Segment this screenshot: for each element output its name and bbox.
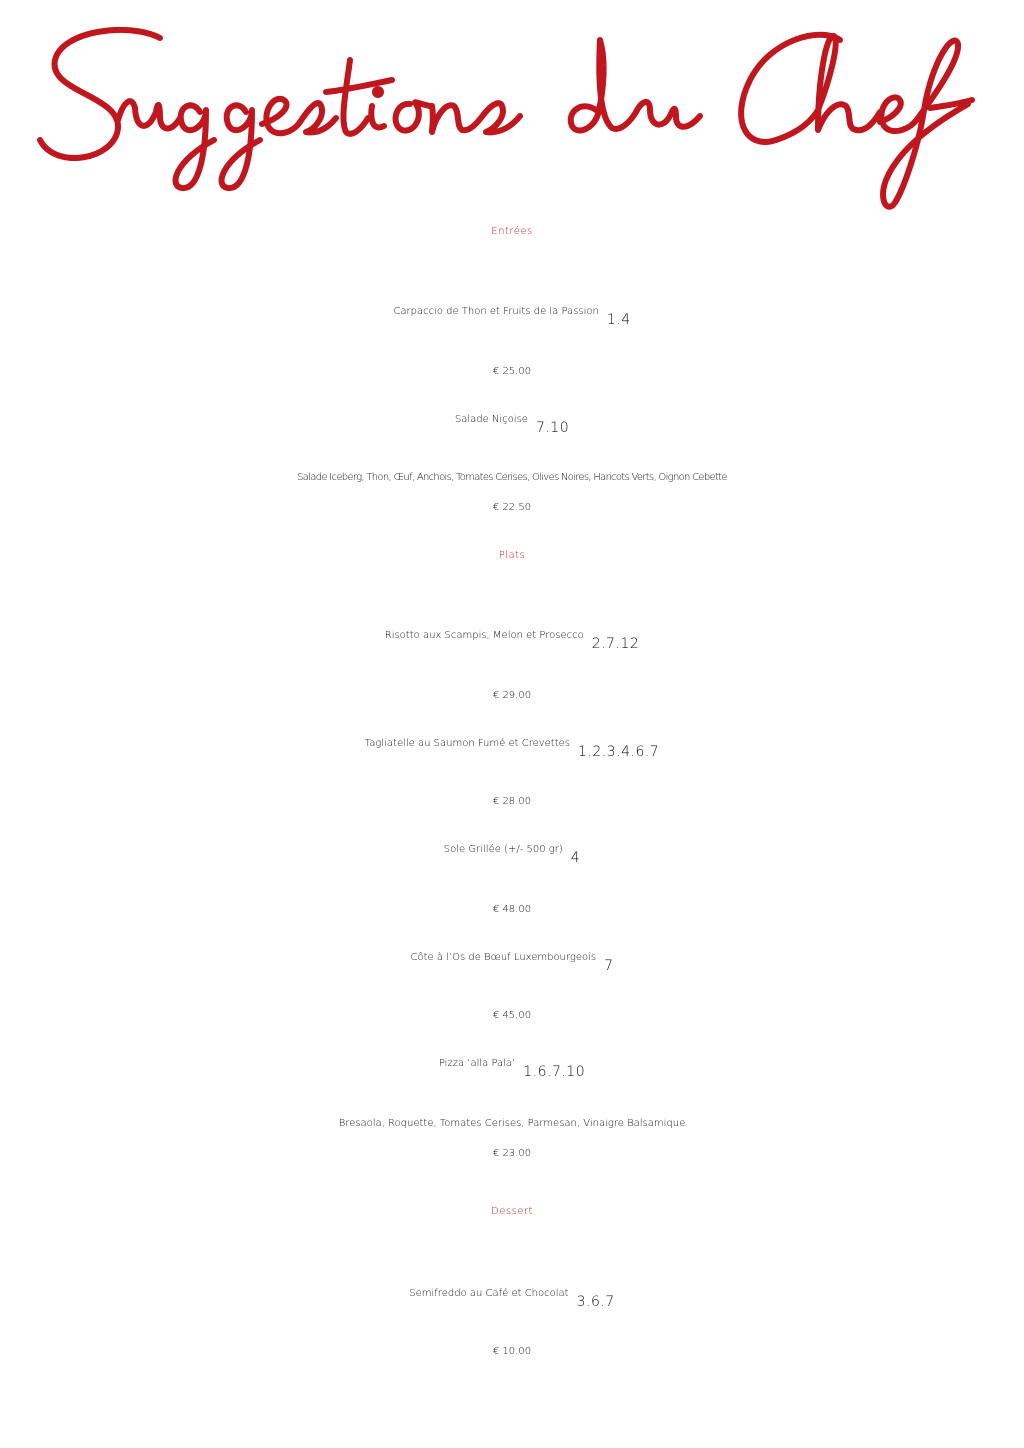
dish-name	[0, 952, 1024, 974]
allergen-codes: 7.10	[535, 420, 570, 436]
dish-price: € 28.00	[492, 796, 532, 807]
dish-title: Carpaccio de Thon et Fruits de la Passion	[393, 306, 599, 317]
dish-name	[0, 844, 1024, 866]
allergen-codes: 1.2.3.4.6.7	[578, 744, 660, 760]
dish-title: Salade Niçoise	[454, 414, 528, 425]
dish-price: € 25.00	[492, 366, 532, 377]
dish-title: Risotto aux Scampis, Melon et Prosecco	[384, 630, 584, 641]
dish-price: € 48.00	[492, 904, 532, 915]
allergen-codes: 2.7.12	[591, 636, 640, 652]
dish-title: Semifreddo au Café et Chocolat	[409, 1288, 569, 1299]
section-heading-dessert: Dessert	[491, 1206, 533, 1217]
dish-title: Côte à l’Os de Bœuf Luxembourgeois	[410, 952, 597, 963]
title-script-lettering	[0, 0, 1024, 230]
dish-name	[0, 306, 1024, 328]
dish-title: Pizza ‘alla Pala’	[438, 1058, 516, 1069]
dish-price: € 10.00	[492, 1346, 532, 1357]
dish-name	[0, 1288, 1024, 1310]
section-heading-plats: Plats	[498, 550, 526, 561]
allergen-codes: 7	[604, 958, 614, 974]
dish-description: Salade Iceberg, Thon, Œuf, Anchois, Tomates Cerises, Olives Noires, Haricots Verts, Oignon Cebette	[297, 472, 727, 483]
allergen-codes: 4	[570, 850, 581, 866]
dish-price: € 29.00	[492, 690, 532, 701]
allergen-codes: 1.4	[606, 312, 631, 328]
dish-title: Tagliatelle au Saumon Fumé et Crevettes	[364, 738, 571, 749]
dish-name	[0, 414, 1024, 436]
dish-title: Sole Grillée (+/- 500 gr)	[443, 844, 563, 855]
dish-price: € 22.50	[492, 502, 532, 513]
allergen-codes: 1.6.7.10	[523, 1064, 586, 1080]
dish-price: € 23.00	[492, 1148, 532, 1159]
dish-description: Bresaola, Roquette, Tomates Cerises, Parmesan, Vinaigre Balsamique	[338, 1118, 686, 1129]
dish-name	[0, 738, 1024, 760]
allergen-codes: 3.6.7	[576, 1294, 615, 1310]
dish-price: € 45.00	[492, 1010, 532, 1021]
section-heading-entrees: Entrées	[491, 226, 533, 237]
dish-name	[0, 1058, 1024, 1080]
dish-name	[0, 630, 1024, 652]
page-title	[0, 0, 1024, 230]
